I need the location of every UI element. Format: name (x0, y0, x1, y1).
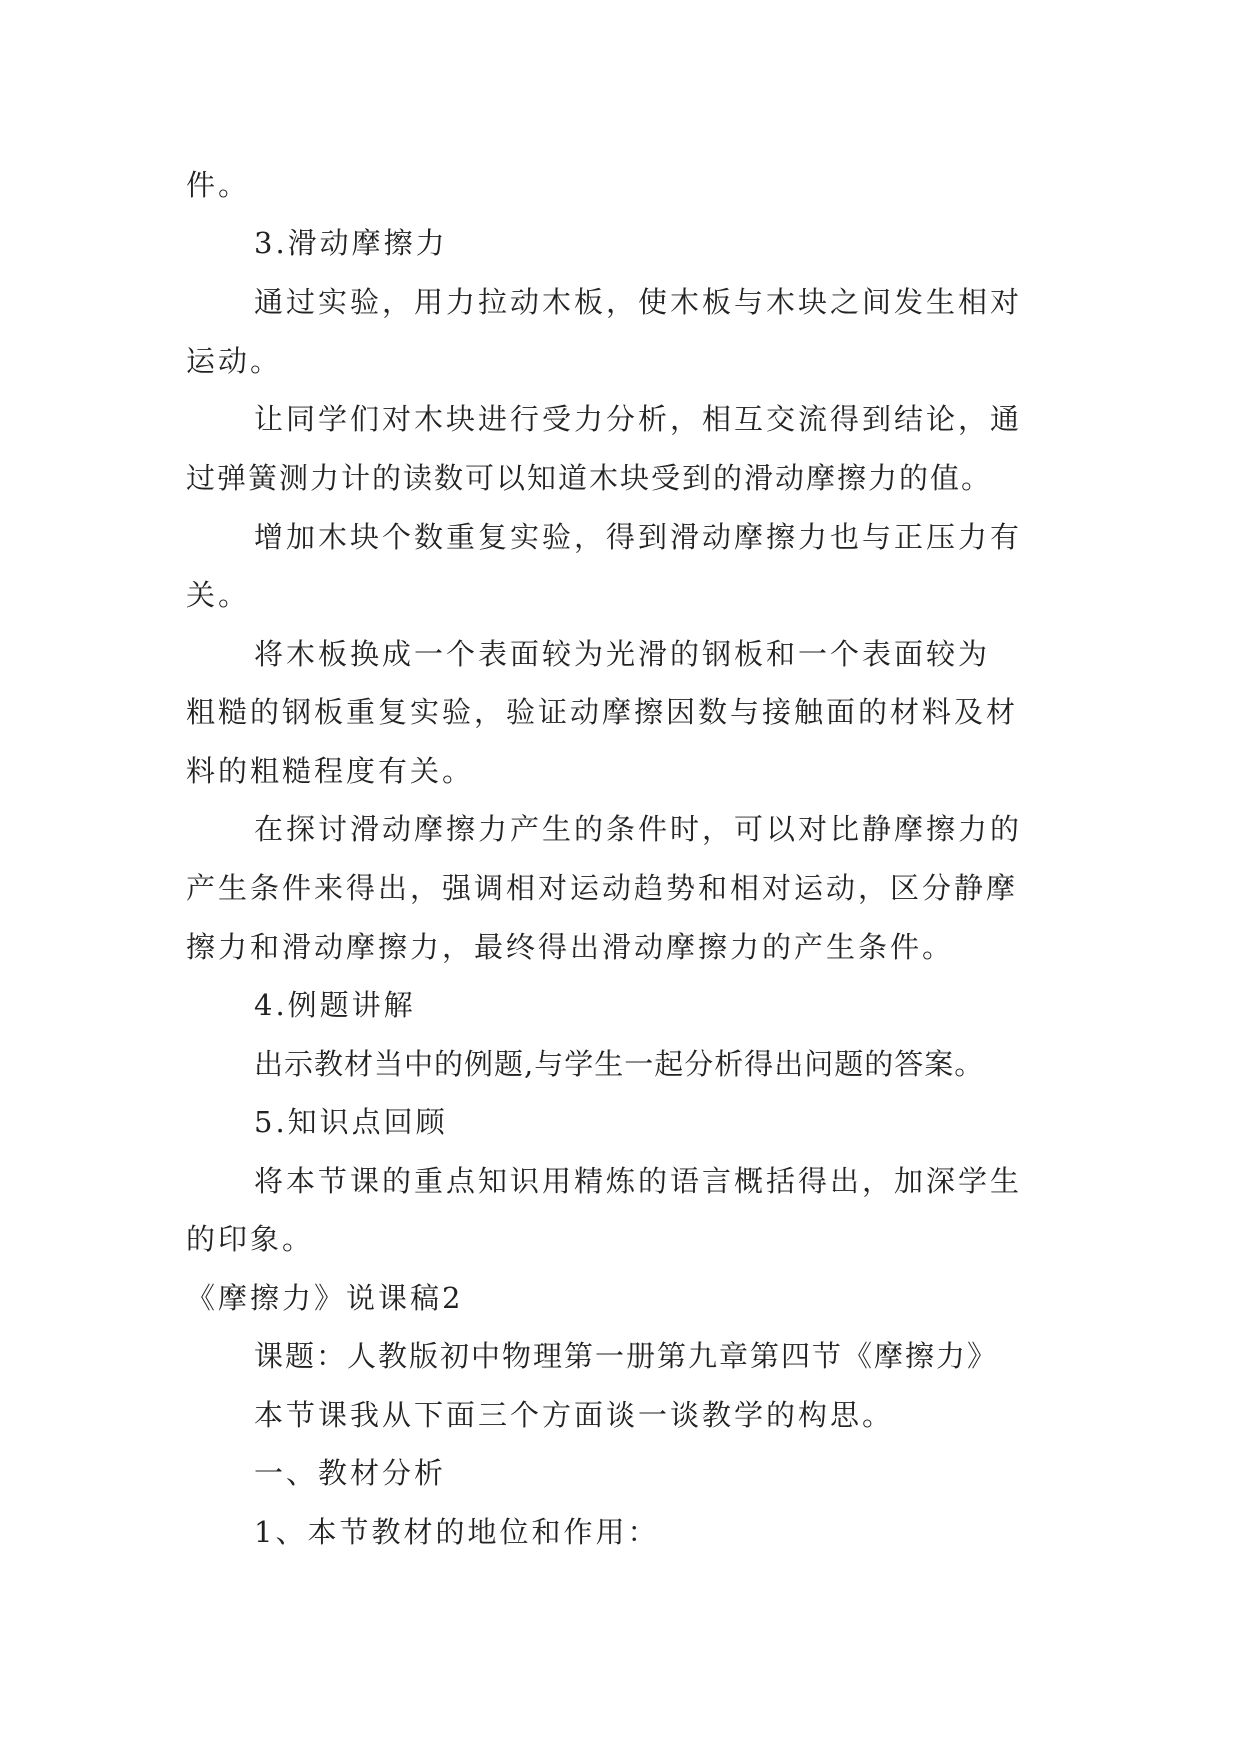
text-line: 将木板换成一个表面较为光滑的钢板和一个表面较为 (254, 637, 991, 671)
section-heading: 5.知识点回顾 (254, 1105, 448, 1139)
section-heading: 3.滑动摩擦力 (254, 226, 448, 260)
text-line: 过弹簧测力计的读数可以知道木块受到的滑动摩擦力的值。 (186, 461, 993, 495)
text-line: 本节课我从下面三个方面谈一谈教学的构思。 (254, 1398, 895, 1432)
text-line: 运动。 (186, 344, 283, 378)
text-line: 出示教材当中的例题,与学生一起分析得出问题的答案。 (254, 1047, 985, 1081)
text-line: 件。 (186, 168, 251, 202)
text-line: 在探讨滑动摩擦力产生的条件时，可以对比静摩擦力的 (254, 812, 1023, 846)
text-line: 通过实验，用力拉动木板，使木板与木块之间发生相对 (254, 285, 1023, 319)
text-line: 的印象。 (186, 1222, 315, 1256)
document-title: 《摩擦力》说课稿2 (186, 1281, 464, 1315)
section-heading: 1、本节教材的地位和作用： (254, 1515, 660, 1549)
section-heading: 4.例题讲解 (254, 988, 416, 1022)
section-heading: 一、教材分析 (254, 1456, 447, 1490)
text-line: 关。 (186, 578, 251, 612)
text-line: 将本节课的重点知识用精炼的语言概括得出，加深学生 (254, 1164, 1023, 1198)
text-line: 课题：人教版初中物理第一册第九章第四节《摩擦力》 (254, 1339, 999, 1373)
text-line: 料的粗糙程度有关。 (186, 754, 475, 788)
text-line: 让同学们对木块进行受力分析，相互交流得到结论，通 (254, 402, 1023, 436)
text-line: 产生条件来得出，强调相对运动趋势和相对运动，区分静摩 (186, 871, 1019, 905)
text-line: 粗糙的钢板重复实验，验证动摩擦因数与接触面的材料及材 (186, 695, 1019, 729)
text-line: 增加木块个数重复实验，得到滑动摩擦力也与正压力有 (254, 520, 1023, 554)
text-line: 擦力和滑动摩擦力，最终得出滑动摩擦力的产生条件。 (186, 930, 955, 964)
